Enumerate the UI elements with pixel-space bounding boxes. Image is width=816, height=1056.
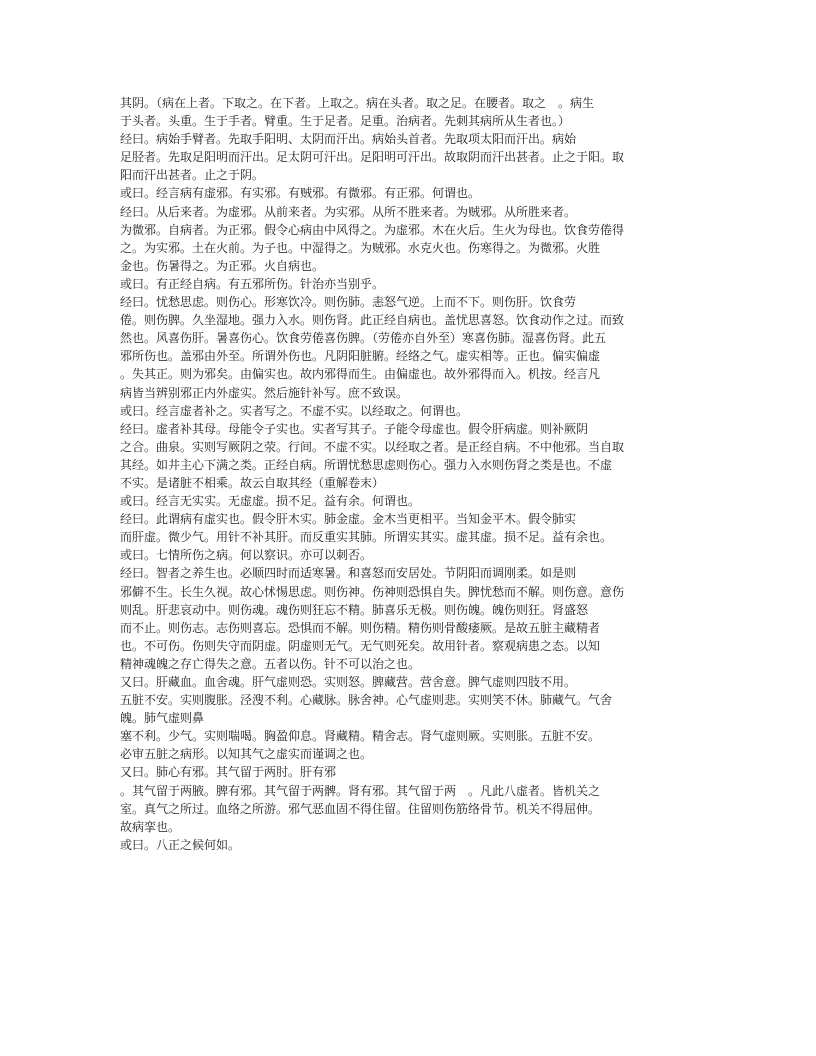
text-line: 倦。则伤脾。久坐湿地。强力入水。则伤肾。此正经自病也。盖忧思喜怒。饮食动作之过。而致 <box>120 313 625 328</box>
text-line: 之合。曲泉。实则写厥阴之荥。行间。不虚不实。以经取之者。是正经自病。不中他邪。当自取 <box>120 439 625 454</box>
text-line: 也。不可伤。伤则失守而阴虚。阴虚则无气。无气则死矣。故用针者。察观病患之态。以知 <box>120 638 601 653</box>
text-line: 于头者。头重。生于手者。臂重。生于足者。足重。治病者。先刺其病所从生者也。） <box>120 114 571 129</box>
text-line: 塞不利。少气。实则喘喝。胸盈仰息。肾藏精。精舍志。肾气虚则厥。实则胀。五脏不安。 <box>120 729 601 744</box>
text-line: 经曰。病始手臂者。先取手阳明、太阴而汗出。病始头首者。先取项太阳而汗出。病始 <box>120 132 577 147</box>
text-line: 经曰。从后来者。为虚邪。从前来者。为实邪。从所不胜来者。为贼邪。从所胜来者。 <box>120 204 577 219</box>
text-line: 故病挛也。 <box>120 819 181 834</box>
text-line: 。失其正。则为邪矣。由偏实也。故内邪得而生。由偏虚也。故外邪得而入。机按。经言凡 <box>120 367 601 382</box>
text-line: 又曰。肺心有邪。其气留于两肘。肝有邪 <box>120 765 337 780</box>
text-line: 阳而汗出甚者。止之于阴。 <box>120 168 265 183</box>
text-line: 而肝虚。微少气。用针不补其肝。而反重实其肺。所谓实其实。虚其虚。损不足。益有余也。 <box>120 530 613 545</box>
text-line: 之。为实邪。土在火前。为子也。中湿得之。为贼邪。水克火也。伤寒得之。为微邪。火胜 <box>120 240 601 255</box>
text-line: 为微邪。自病者。为正邪。假令心病由中风得之。为虚邪。木在火后。生火为母也。饮食劳倦得 <box>120 222 625 237</box>
text-line: 经曰。智者之养生也。必顺四时而适寒暑。和喜怒而安居处。节阴阳而调刚柔。如是则 <box>120 566 577 581</box>
text-line: 必审五脏之病形。以知其气之虚实而谨调之也。 <box>120 747 373 762</box>
text-line: 不实。是诸脏不相乘。故云自取其经（重解卷末） <box>120 475 385 490</box>
text-line: 然也。风喜伤肝。暑喜伤心。饮食劳倦喜伤脾。（劳倦亦自外至）寒喜伤肺。湿喜伤肾。此五 <box>120 331 607 346</box>
text-line: 则乱。肝悲哀动中。则伤魂。魂伤则狂忘不精。肺喜乐无极。则伤魄。魄伤则狂。肾盛怒 <box>120 602 589 617</box>
text-line: 其经。如井主心下满之类。正经自病。所谓忧愁思虑则伤心。强力入水则伤肾之类是也。不虚 <box>120 457 613 472</box>
text-line: 或曰。经言无实实。无虚虚。损不足。益有余。何谓也。 <box>120 494 421 509</box>
text-line: 金也。伤暑得之。为正邪。火自病也。 <box>120 258 325 273</box>
text-line: 五脏不安。实则腹胀。泾溲不利。心藏脉。脉舍神。心气虚则悲。实则笑不休。肺藏气。气舍 <box>120 693 613 708</box>
text-line: 或曰。经言虚者补之。实者写之。不虚不实。以经取之。何谓也。 <box>120 403 469 418</box>
text-line: 邪僻不生。长生久视。故心怵惕思虑。则伤神。伤神则恐惧自失。脾忧愁而不解。则伤意。意伤 <box>120 584 625 599</box>
text-line: 或曰。经言病有虚邪。有实邪。有贼邪。有微邪。有正邪。何谓也。 <box>120 186 481 201</box>
text-line: 又曰。肝藏血。血舍魂。肝气虚则恐。实则怒。脾藏营。营舍意。脾气虚则四肢不用。 <box>120 675 577 689</box>
text-line: 或曰。八正之候何如。 <box>120 837 241 852</box>
text-line: 室。真气之所过。血络之所游。邪气恶血固不得住留。住留则伤筋络骨节。机关不得屈伸。 <box>120 801 601 816</box>
text-line: 足胫者。先取足阳明而汗出。足太阴可汗出。足阳明可汗出。故取阴而汗出甚者。止之于阳。取 <box>120 150 625 165</box>
text-line: 。其气留于两腋。脾有邪。其气留于两髀。肾有邪。其气留于两 。凡此八虚者。皆机关之 <box>120 783 601 798</box>
text-line: 或曰。有正经自病。有五邪所伤。针治亦当别乎。 <box>120 276 385 291</box>
text-line: 魄。肺气虚则鼻 <box>120 711 205 726</box>
text-line: 精神魂魄之存亡得失之意。五者以伤。针不可以治之也。 <box>120 656 421 671</box>
text-line: 邪所伤也。盖邪由外至。所谓外伤也。凡阴阳脏腑。经络之气。虚实相等。正也。偏实偏虚 <box>120 349 601 364</box>
text-line: 经曰。此谓病有虚实也。假令肝木实。肺金虚。金木当更相平。当知金平木。假令肺实 <box>120 512 577 527</box>
text-line: 经曰。忧愁思虑。则伤心。形寒饮冷。则伤肺。恚怒气逆。上而不下。则伤肝。饮食劳 <box>120 295 577 310</box>
text-line: 而不止。则伤志。志伤则喜忘。恐惧而不解。则伤精。精伤则骨酸痿厥。是故五脏主藏精者 <box>120 620 601 635</box>
document-body <box>120 94 700 854</box>
text-line: 其阴。（病在上者。下取之。在下者。上取之。病在头者。取之足。在腰者。取之 。病生 <box>120 96 595 110</box>
text-line: 经曰。虚者补其母。母能令子实也。实者写其子。子能令母虚也。假令肝病虚。则补厥阴 <box>120 421 589 436</box>
text-line: 病皆当辨别邪正内外虚实。然后施针补写。庶不致误。 <box>120 385 409 400</box>
text-line: 或曰。七情所伤之病。何以察识。亦可以刺否。 <box>120 548 373 563</box>
